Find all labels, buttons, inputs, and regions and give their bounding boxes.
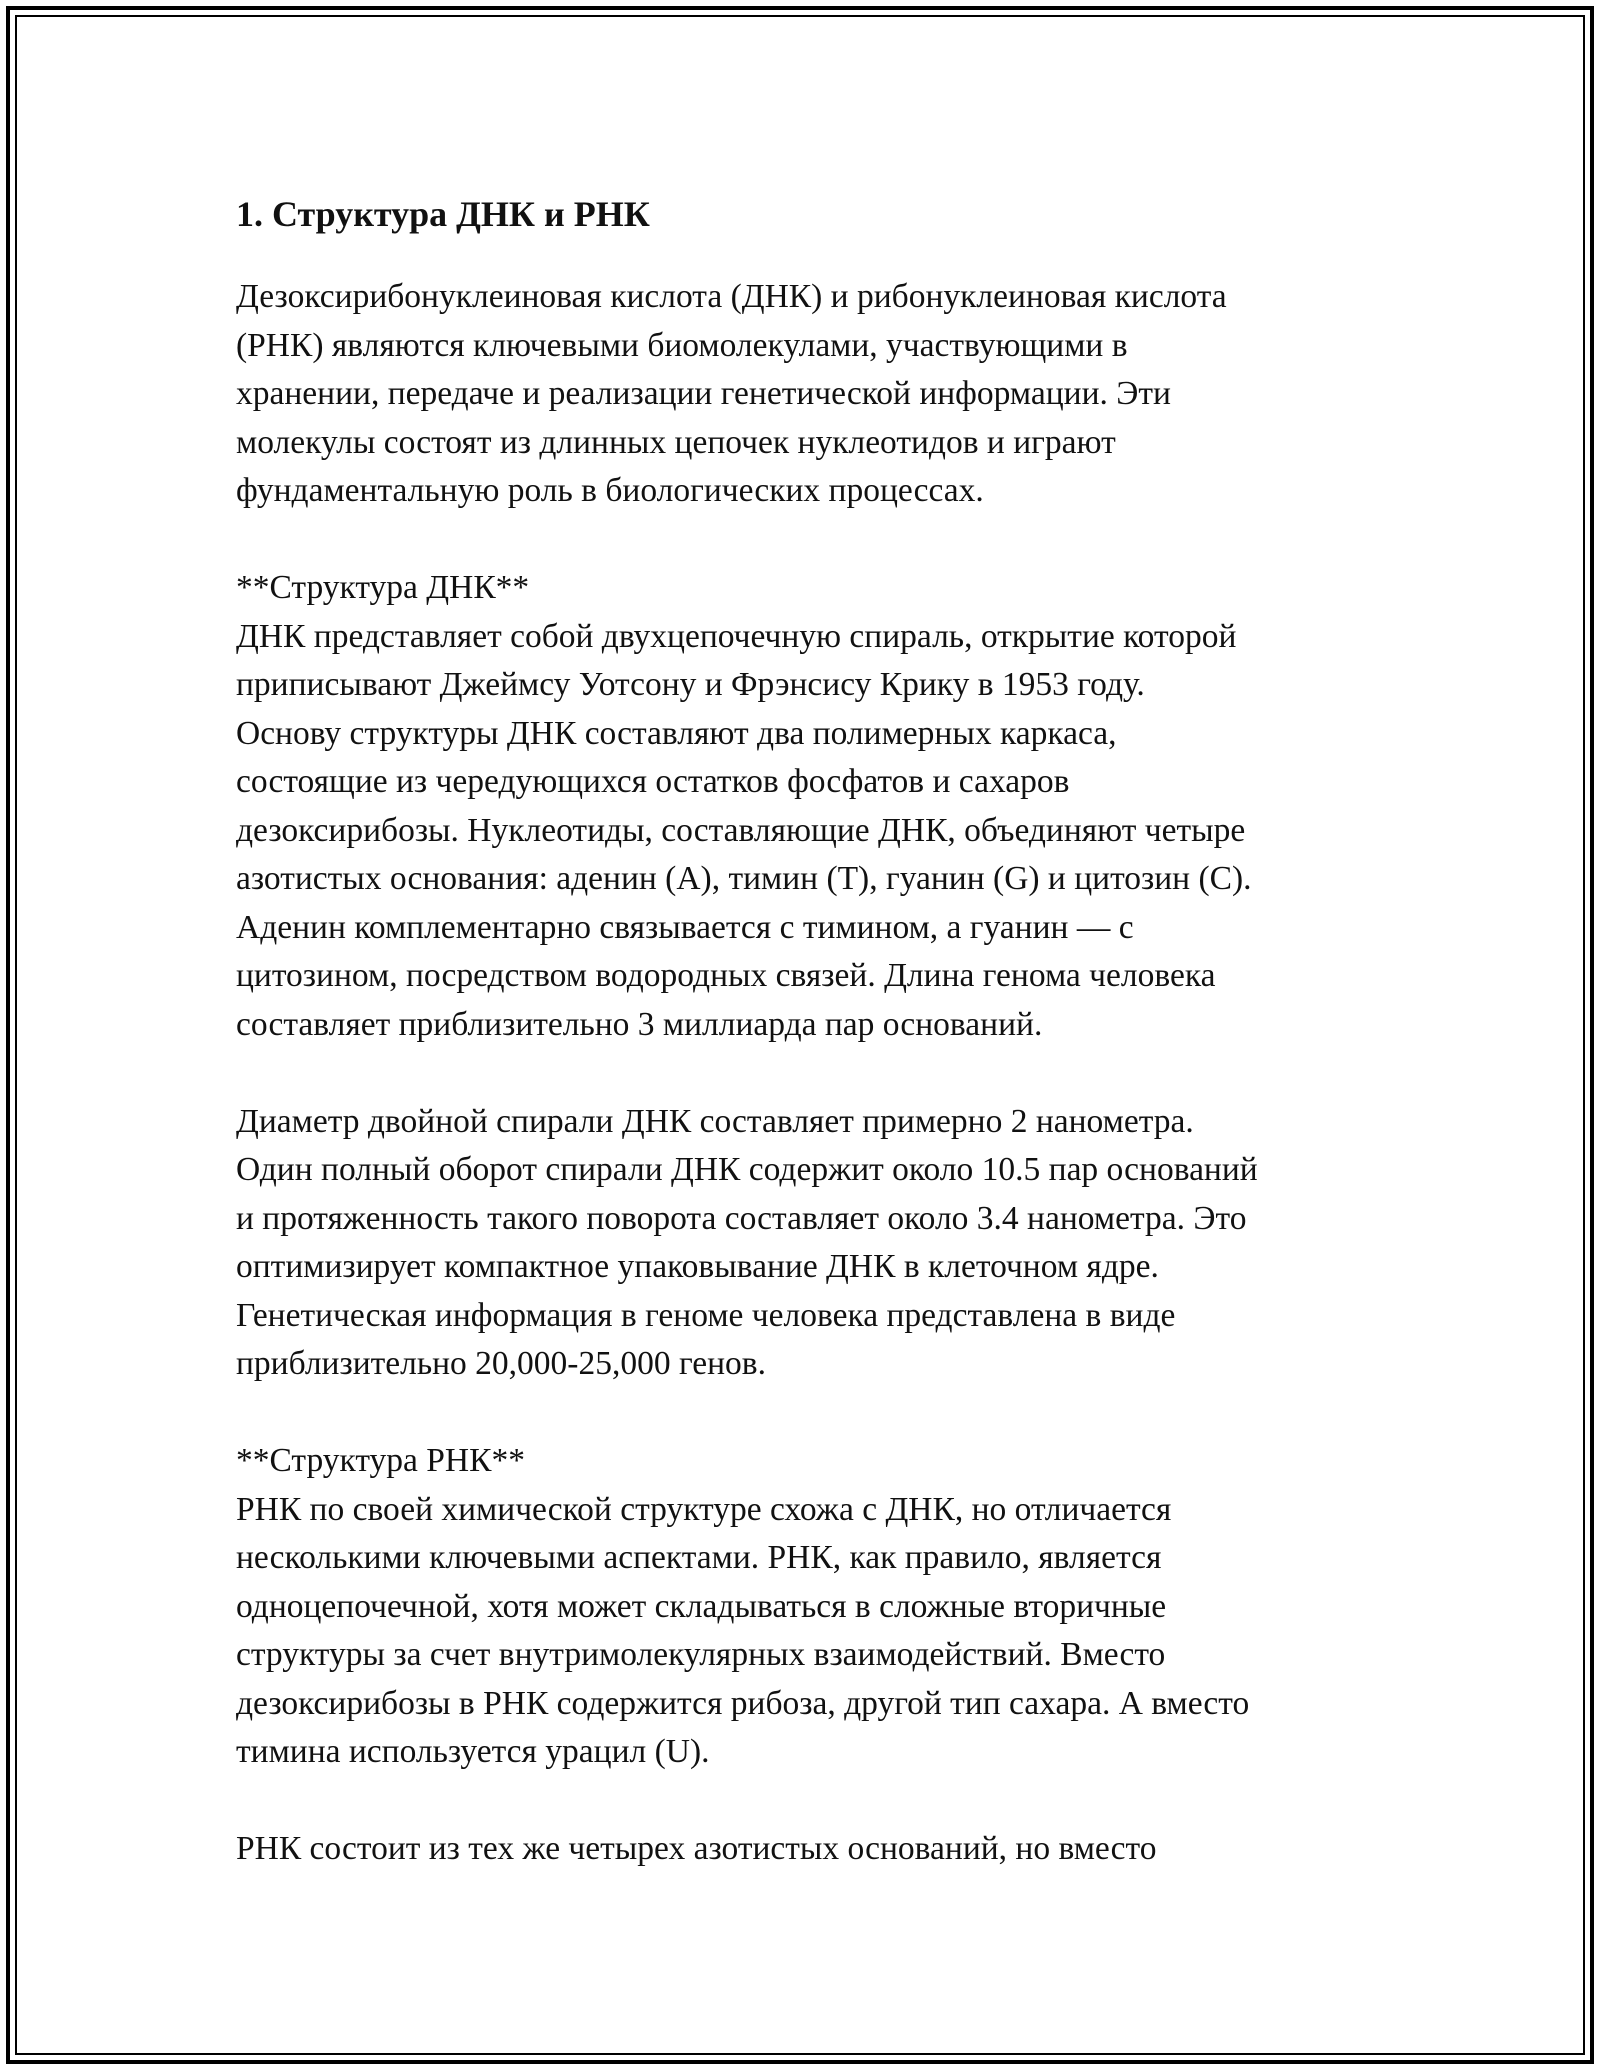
paragraph-dna-dimensions: Диаметр двойной спирали ДНК составляет примерно 2 нанометра. Один полный оборот спирали ДНК содержит около 10.5 пар оснований и протяженность такого поворота составляет около 3.4 нанометра. Это оптимизирует компактное упаковывание ДНК в клеточном ядре. Генетическая информация в геноме человека представлена в виде приблизительно 20,000-25,000 генов. — [236, 1102, 1258, 1382]
paragraph-dna-structure: **Структура ДНК** ДНК представляет собой двухцепочечную спираль, открытие которой приписывают Джеймсу Уотсону и Фрэнсису Крику в 1953 году. Основу структуры ДНК составляют два полимерных каркаса, состоящие из чередующихся остатков фосфатов и сахаров дезоксирибозы. Нуклеотиды, составляющие ДНК, объединяют четыре азотистых основания: аденин (A), тимин (T), гуанин (G) и цитозин (C). Аденин комплементарно связывается с тимином, а гуанин — с цитозином, посредством водородных связей. Длина генома человека составляет приблизительно 3 миллиарда пар оснований. — [236, 569, 1252, 1043]
paragraph-rna-structure: **Структура РНК** РНК по своей химической структуре схожа с ДНК, но отличается несколькими ключевыми аспектами. РНК, как правило, является одноцепочечной, хотя может складываться в сложные вторичные структуры за счет внутримолекулярных взаимодействий. Вместо дезоксирибозы в РНК содержится рибоза, другой тип сахара. А вместо тимина используется урацил (U). — [236, 1442, 1250, 1770]
paragraph-rna-bases: РНК состоит из тех же четырех азотистых оснований, но вместо — [236, 1830, 1157, 1867]
paragraph-intro: Дезоксирибонуклеиновая кислота (ДНК) и рибонуклеиновая кислота (РНК) являются ключевыми биомолекулами, участвующими в хранении, передаче и реализации генетической информации. Эти молекулы состоят из длинных цепочек нуклеотидов и играют фундаментальную роль в биологических процессах. — [236, 278, 1227, 509]
document-body — [236, 190, 1386, 1874]
paragraph-spacer — [236, 1389, 1386, 1438]
paragraph-spacer — [236, 516, 1386, 565]
paragraph-spacer — [236, 1049, 1386, 1098]
section-heading: 1. Структура ДНК и РНК — [236, 194, 650, 234]
paragraph-spacer — [236, 1777, 1386, 1826]
